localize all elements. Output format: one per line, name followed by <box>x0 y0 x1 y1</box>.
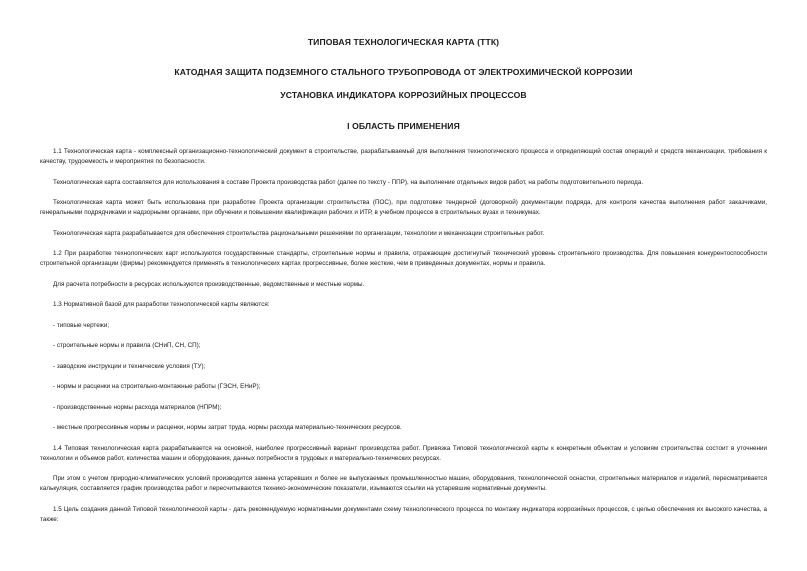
section-heading: I ОБЛАСТЬ ПРИМЕНЕНИЯ <box>347 121 460 131</box>
document-title: ТИПОВАЯ ТЕХНОЛОГИЧЕСКАЯ КАРТА (ТТК) <box>307 37 500 47</box>
paragraph-1-3: 1.3 Нормативной базой для разработки технологической карты являются: <box>53 301 270 308</box>
list-item: - заводские инструкции и технические условия (ТУ); <box>53 362 206 370</box>
paragraph-1-1: 1.1 Технологическая карта - комплексный организационно-технологический документ в строительстве, разрабатываемый для выполнения технологического процесса и определяющий состав операций и средств механизации, требования к качеству, трудоемкость и мероприятия по безопасности. <box>40 148 767 165</box>
document-sub-subject: УСТАНОВКА ИНДИКАТОРА КОРРОЗИЙНЫХ ПРОЦЕССОВ <box>280 90 527 100</box>
paragraph: Для расчета потребности в ресурсах используются производственные, ведомственные и местные нормы. <box>53 280 365 288</box>
paragraph: Технологическая карта составляется для использования в составе Проекта производства работ (далее по тексту - ППР), на выполнение отдельных видов работ, на работы подготовительного периода. <box>53 178 644 186</box>
list-item: - производственные нормы расхода материалов (НПРМ); <box>53 403 222 411</box>
list-item: - местные прогрессивные нормы и расценки, нормы затрат труда, нормы расхода материально-технических ресурсов. <box>53 424 402 431</box>
paragraph-1-4: 1.4 Типовая технологическая карта разрабатывается на основной, наиболее прогрессивный вариант производства работ. Привязка Типовой технологической карты к конкретным объектам и условиям строительства состоит в уточнении технологии и объемов работ, количества машин и оборудования, данных потребности в трудовых и материально-технических ресурсах. <box>40 444 767 462</box>
paragraph: Технологическая карта разрабатывается для обеспечения строительства рациональными решениями по организации, технологии и механизации строительных работ. <box>53 229 545 237</box>
list-item: - нормы и расценки на строительно-монтажные работы (ГЭСН, ЕНиР); <box>53 383 261 390</box>
list-item: - типовые чертежи; <box>53 321 110 329</box>
document-body <box>40 147 767 525</box>
paragraph: При этом с учетом природно-климатических условий производится замена устаревших и более не выпускаемых промышленностью машин, оборудования, технологической оснастки, строительных материалов и изделий, пересматривается калькуляция, составляется график производства работ и пересчитываются технико-экономические показатели, изымаются ссылки на устаревшие нормативные документы. <box>40 475 767 492</box>
paragraph-1-2: 1.2 При разработке технологических карт используются государственные стандарты, строительные нормы и правила, отражающие достигнутый технический уровень строительного производства. Для повышения конкурентоспособности строительной организации (фирмы) рекомендуется применять в технологических картах прогрессивные, более жесткие, чем в приведенных документах, нормы и правила. <box>40 250 767 267</box>
paragraph: Технологическая карта может быть использована при разработке Проекта организации строительства (ПОС), при подготовке тендерной (договорной) документации подряда, для контроля качества выполнения работ заказчиками, генеральными подрядчиками и надзорными органами, при обучении и повышении квалификации рабочих и ИТР, в учебном процессе в строительных вузах и техникумах. <box>40 199 767 216</box>
document-subject: КАТОДНАЯ ЗАЩИТА ПОДЗЕМНОГО СТАЛЬНОГО ТРУБОПРОВОДА ОТ ЭЛЕКТРОХИМИЧЕСКОЙ КОРРОЗИИ <box>174 67 633 77</box>
paragraph-1-5: 1.5 Цель создания данной Типовой технологической карты - дать рекомендуемую нормативными документами схему технологического процесса по монтажу индикатора коррозийных процессов, с целью обеспечения их высокого качества, а также: <box>40 505 767 523</box>
list-item: - строительные нормы и правила (СНиП, СН, СП); <box>53 342 201 349</box>
